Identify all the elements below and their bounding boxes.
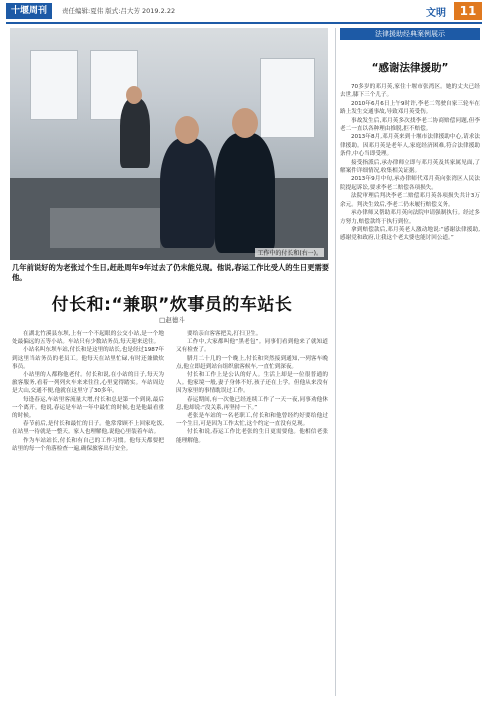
paragraph: 工作中,大家都叫他“黑老包”。同事们看到他来了就知道又有检查了。 [176,339,328,354]
paragraph: 2013年9月中旬,承办律师代邓月英向张湾区人民法院提起诉讼,要求李老二赔偿各项损失。 [340,176,480,191]
photo-person-main [215,133,275,253]
photo-person [120,98,150,168]
photo-caption: 工作中的付长和(右一)。 [257,250,322,257]
photo-person [160,138,215,248]
article-column-1 [12,330,164,696]
column-head: 法律援助经典案例展示 [340,28,480,40]
paragraph: 拿到赔偿款后,邓月英老人激动地说:“感谢法律援助,感谢党和政府,让我这个老太婆也能讨回公道。” [340,226,480,242]
paragraph: 付长和说,春运工作比老张的生日更需要他。他相信老张能理解他。 [176,429,328,444]
case-title: “感谢法律援助” [371,62,449,74]
article-lead: 几年前说好的为老张过个生日,赶赴周年9年过去了仍未能兑现。他说,春运工作比受人的生日更需要他。 [12,263,330,282]
paragraph: 老张是车站的一名老职工,付长和和他曾经约好要给他过一个生日,可是因为工作太忙,这个约定一直没有兑现。 [176,413,328,428]
paragraph: 事故发生后,邓月英多次找李老二协商赔偿问题,但李老二一直以各种理由推脱,拒不赔偿。 [340,117,480,133]
case-body [340,83,480,243]
paragraph: 小站名叫东坝车站,付长和是这里的站长,也是经过1987年到这里当站务员的老员工。他每天在站里忙碌,有时还兼做炊事员。 [12,347,164,370]
paragraph: 要给亲自客客把关,打扫卫生。 [187,331,262,337]
paragraph: 每逢春运,车站里客流量大增,付长和总是第一个到岗,最后一个离开。他说,春运是车站一年中最忙的时候,也是他最看重的时候。 [12,396,164,420]
paragraph: 在湖北竹溪县东坝,上有一个不起眼的公交小站,是一个地处最偏远的五等小站。车站只有少数站务员,每天迎来送往。 [12,331,164,346]
photo-window [30,50,78,120]
photo-face [175,116,199,144]
article-headline: 付长和:“兼职”炊事员的车站长 [51,295,293,315]
paragraph: 法院审理后判决李老二赔偿邓月英各项损失共计3万余元。判决生效后,李老二仍未履行赔偿义务。 [340,193,480,208]
paragraph: 70多岁的邓月英,家住十堰市张湾区。她的丈夫已经去世,膝下三个儿子。 [340,84,480,99]
article-column-2 [176,330,328,696]
paragraph: 腊月二十几的一个晚上,付长和突然接到通知,一列客车晚点,他立即赶到站台组织旅客候车,一直忙到深夜。 [176,355,328,370]
paragraph: 接受指派后,承办律师立即与邓月英及其家属见面,了解案件详细情况,收集相关证据。 [340,159,480,175]
photo-face [232,108,258,138]
paragraph: 2010年6月6日上午9时许,李老二驾驶自家三轮车在路上发生交通事故,导致邓月英受伤。 [340,100,480,116]
article-byline: □赵德斗 [159,316,185,324]
photo-console [50,208,160,248]
paragraph: 付长和工作上是公认的好人。生活上却是一位很普通的人。他家境一般,妻子身体不好,孩子还在上学。但他从来没有因为家里的事情耽误过工作。 [176,372,328,395]
article-photo [10,28,328,260]
publication-brand: 十堰周刊 [6,3,52,19]
paragraph: 春节前后,是付长和最忙的日子。他常常顾不上回家吃饭,在站里一待就是一整天。家人也理解他,说他心里装着车站。 [12,421,164,436]
photo-window [260,58,315,138]
column-divider [335,28,336,696]
legal-aid-column [340,28,480,696]
paragraph: 小站里的人都称他老付。付长和说,在小站的日子,每天为旅客服务,看着一列列火车来来往往,心里觉得踏实。车站周边是大山,交通不便,他就在这里守了30多年。 [12,372,164,395]
section-title: 文明 [426,8,446,19]
paragraph: 2013年8月,邓月英来到十堰市法律援助中心,请求法律援助。因邓月英是老年人,家庭经济困难,符合法律援助条件,中心当即受理。 [340,134,480,158]
paragraph: 承办律师又帮助邓月英向法院申请强制执行。经过多方努力,赔偿款终于执行到位。 [340,210,480,225]
paragraph: 作为车站站长,付长和有自己的工作习惯。他每天都要把站里的每一个角落检查一遍,确保旅客出行安全。 [12,437,164,452]
page-number-badge: 11 [454,2,482,20]
paragraph: 春运期间,有一次他已经连续工作了一天一夜,同事劝他休息,他却说:“没关系,再坚持一下。” [176,396,328,411]
editor-credits: 责任编辑:夏伟 版式:吕大芳 2019.2.22 [62,7,176,15]
photo-face [126,86,142,104]
header-rule [6,22,482,24]
page-header [0,0,488,22]
